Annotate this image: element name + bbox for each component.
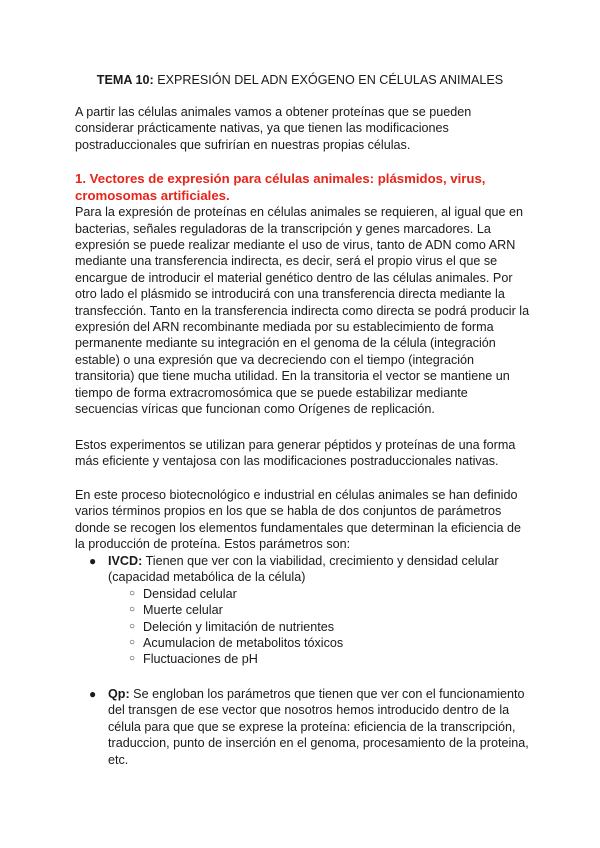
section-1-heading: 1. Vectores de expresión para células animales: plásmidos, virus, cromosomas artificiales. — [75, 171, 486, 203]
sublist-item: ○ Deleción y limitación de nutrientes — [129, 619, 335, 634]
parameter-list-qp — [75, 686, 530, 768]
section-1-paragraph-3: En este proceso biotecnológico e industrial en células animales se han definido varios términos propios en los que se habla de dos conjuntos de parámetros donde se recogen los elementos fundamentales que determinan la eficiencia de la producción de proteína. Estos parámetros son: — [75, 488, 521, 552]
circle-bullet-icon: ○ — [129, 653, 136, 665]
ivcd-label: IVCD: — [108, 554, 143, 568]
section-1-paragraph-1: Para la expresión de proteínas en células animales se requieren, al igual que en bacterias, señales reguladoras de la transcripción y genes marcadores. La expresión se puede realizar mediante el uso de virus, tanto de ADN como ARN mediante una transferencia indirecta, es decir, será el propio virus el que se encargue de introducir el material genético dentro de las células animales. Por otro lado el plásmido se introducirá con una transferencia directa mediante la transfección. Tanto en la transferencia indirecta como directa se podrá producir la expresión del ARN recombinante mediada por su establecimiento de forma permanente mediante su integración en el genoma de la célula (integración estable) o una expresión que va decreciendo con el tiempo (integración transitoria) que tiene mucha utilidad. En la transitoria el vector se mantiene un tiempo de forma extracromosómica que se puede estabilizar mediante secuencias víricas que funcionan como Orígenes de replicación. — [75, 205, 530, 417]
title-text: EXPRESIÓN DEL ADN EXÓGENO EN CÉLULAS ANIMALES — [153, 73, 504, 87]
parameter-list-ivcd — [75, 553, 530, 668]
ivcd-description: Tienen que ver con la viabilidad, crecimiento y densidad celular (capacidad metabólica de la célula) — [108, 554, 499, 585]
section-1 — [75, 171, 530, 417]
qp-description: Se engloban los parámetros que tienen que ver con el funcionamiento del transgen de ese vector que nosotros hemos introducido dentro de la célula para que que se exprese la proteína: eficiencia de la transcripción, traduccion, punto de inserción en el genoma, procesamiento de la proteina, etc. — [108, 687, 529, 767]
sublist-item: ○ Acumulacion de metabolitos tóxicos — [129, 636, 344, 651]
circle-bullet-icon: ○ — [129, 637, 136, 649]
circle-bullet-icon: ○ — [129, 620, 136, 632]
bullet-icon: ● — [89, 687, 97, 701]
sublist-item: ○ Fluctuaciones de pH — [129, 652, 258, 667]
qp-label: Qp: — [108, 687, 130, 701]
section-1-paragraph-2: Estos experimentos se utilizan para generar péptidos y proteínas de una forma más eficiente y ventajosa con las modificaciones postraduccionales nativas. — [75, 438, 516, 469]
circle-bullet-icon: ○ — [129, 587, 136, 599]
list-item-qp — [75, 686, 530, 768]
intro-paragraph: A partir las células animales vamos a obtener proteínas que se pueden considerar prácticamente nativas, ya que tienen las modificaciones postraduccionales que sufrirían en nuestras propias células. — [75, 105, 472, 152]
circle-bullet-icon: ○ — [129, 604, 136, 616]
sublist-item: ○ Muerte celular — [129, 603, 223, 618]
sublist-item: ○ Densidad celular — [129, 586, 237, 601]
document-title — [0, 72, 600, 88]
bullet-icon: ● — [89, 554, 97, 568]
list-item-ivcd — [75, 553, 530, 668]
title-topic-number: TEMA 10: — [96, 73, 154, 87]
ivcd-sublist — [108, 586, 530, 668]
